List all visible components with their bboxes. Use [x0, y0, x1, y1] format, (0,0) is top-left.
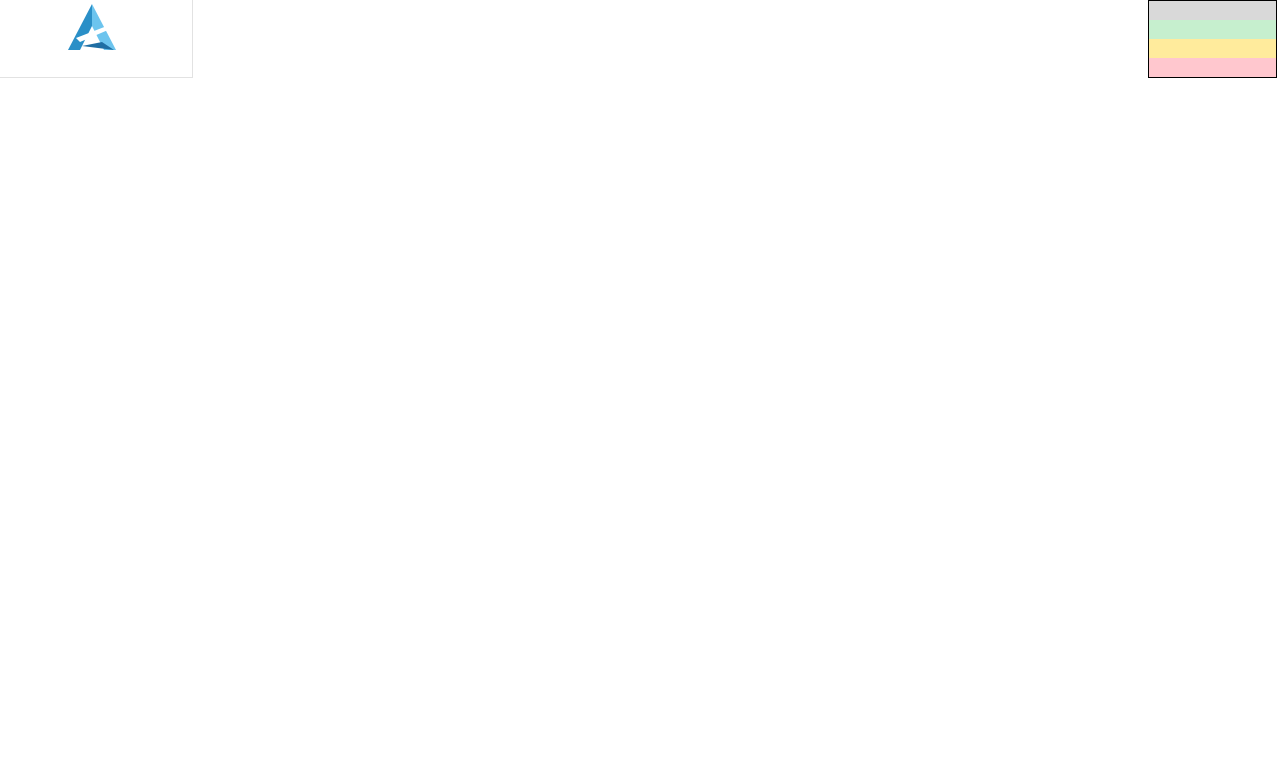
color-key-complete — [1149, 20, 1276, 39]
logo-mark-icon — [62, 2, 122, 54]
color-key-title — [1149, 1, 1276, 20]
color-key-to-do — [1149, 58, 1276, 77]
arc-intermedia-logo — [0, 0, 193, 78]
color-key-in-progress — [1149, 39, 1276, 58]
color-key — [1148, 0, 1277, 78]
